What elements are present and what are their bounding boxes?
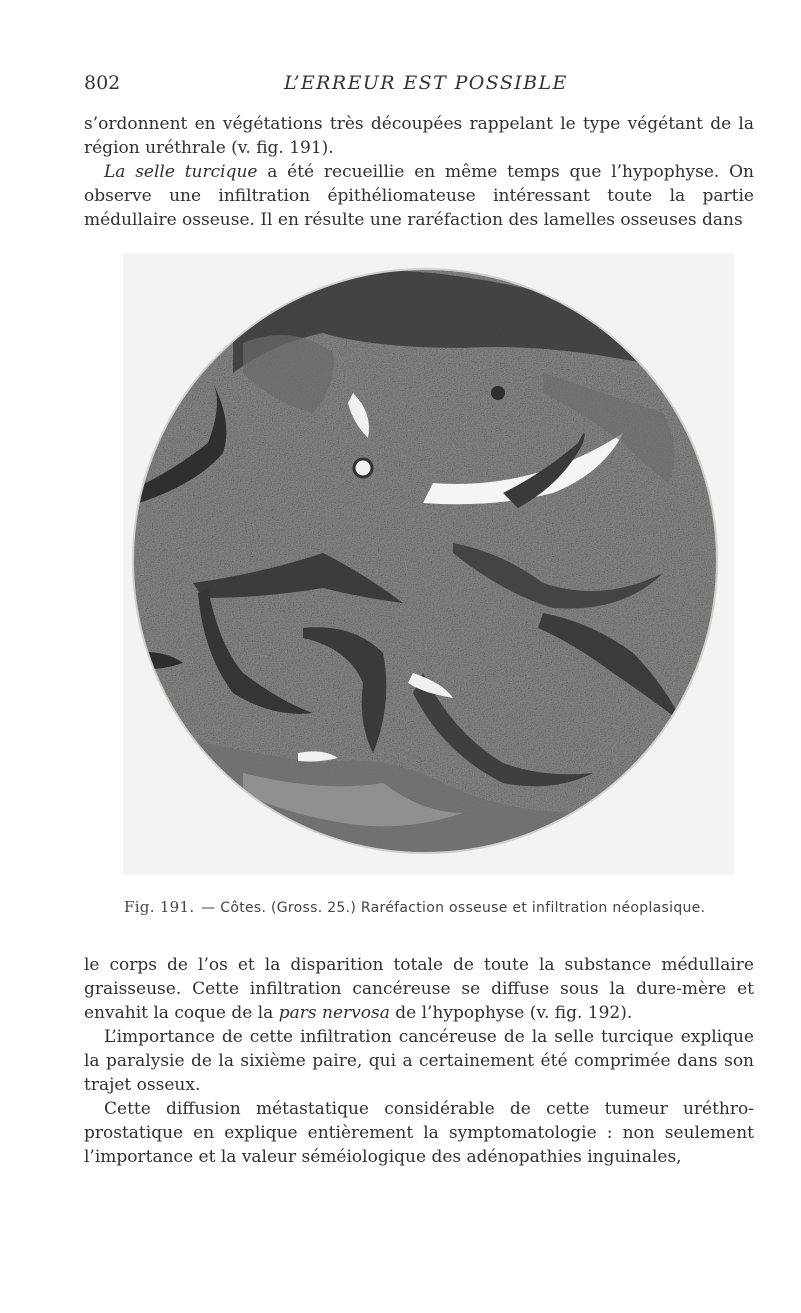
paragraph-sixth-nerve	[84, 1025, 754, 1097]
paragraph-selle-turcique	[84, 160, 754, 232]
caption-text: — Côtes. (Gross. 25.) Raréfaction osseuse et infiltration néoplasique.	[196, 900, 706, 916]
text-line: région uréthrale (v. fig. 191).	[84, 138, 334, 158]
running-head	[84, 72, 724, 98]
paragraph-continuation	[84, 112, 754, 160]
text-line: s’ordonnent en végétations très découpées rappelant le type végétant de la	[84, 114, 754, 134]
top-text-block	[84, 112, 754, 232]
paragraph-continuation	[84, 953, 754, 1025]
text-run: Cette diffusion métastatique considérable de cette tumeur uréthro-prostatique en explique entièrement la symptomatologie : non seulement l’importance et la valeur séméiologique des adénopathies inguinales,	[84, 1099, 754, 1167]
figure-caption	[124, 898, 764, 916]
page-number: 802	[84, 72, 121, 94]
micrograph-figure	[123, 253, 734, 875]
italic-term: pars nervosa	[278, 1003, 390, 1023]
running-title: L’ERREUR EST POSSIBLE	[284, 72, 568, 94]
italic-term: La selle turcique	[104, 162, 258, 182]
paragraph-metastatic-diffusion	[84, 1097, 754, 1169]
text-run: L’importance de cette infiltration cancéreuse de la selle turcique explique la paralysie de la sixième paire, qui a certainement été comprimée dans son trajet osseux.	[84, 1027, 754, 1095]
text-run: le corps de l’os et la disparition totale de toute la substance médullaire graisseuse. Cette infiltration cancéreuse se diffuse sous la dure-mère et envahit la coque de la	[84, 955, 754, 1023]
text-run: a été recueillie en même temps que l’hypophyse. On observe une infiltration épithéliomateuse intéressant toute la partie médullaire osseuse. Il en résulte une raréfaction des lamelles osseuses dans	[84, 162, 754, 230]
text-run: de l’hypophyse (v. fig. 192).	[389, 1003, 633, 1023]
bottom-text-block	[84, 953, 754, 1169]
figure-label: Fig. 191.	[124, 898, 195, 916]
micrograph-image	[123, 253, 734, 875]
